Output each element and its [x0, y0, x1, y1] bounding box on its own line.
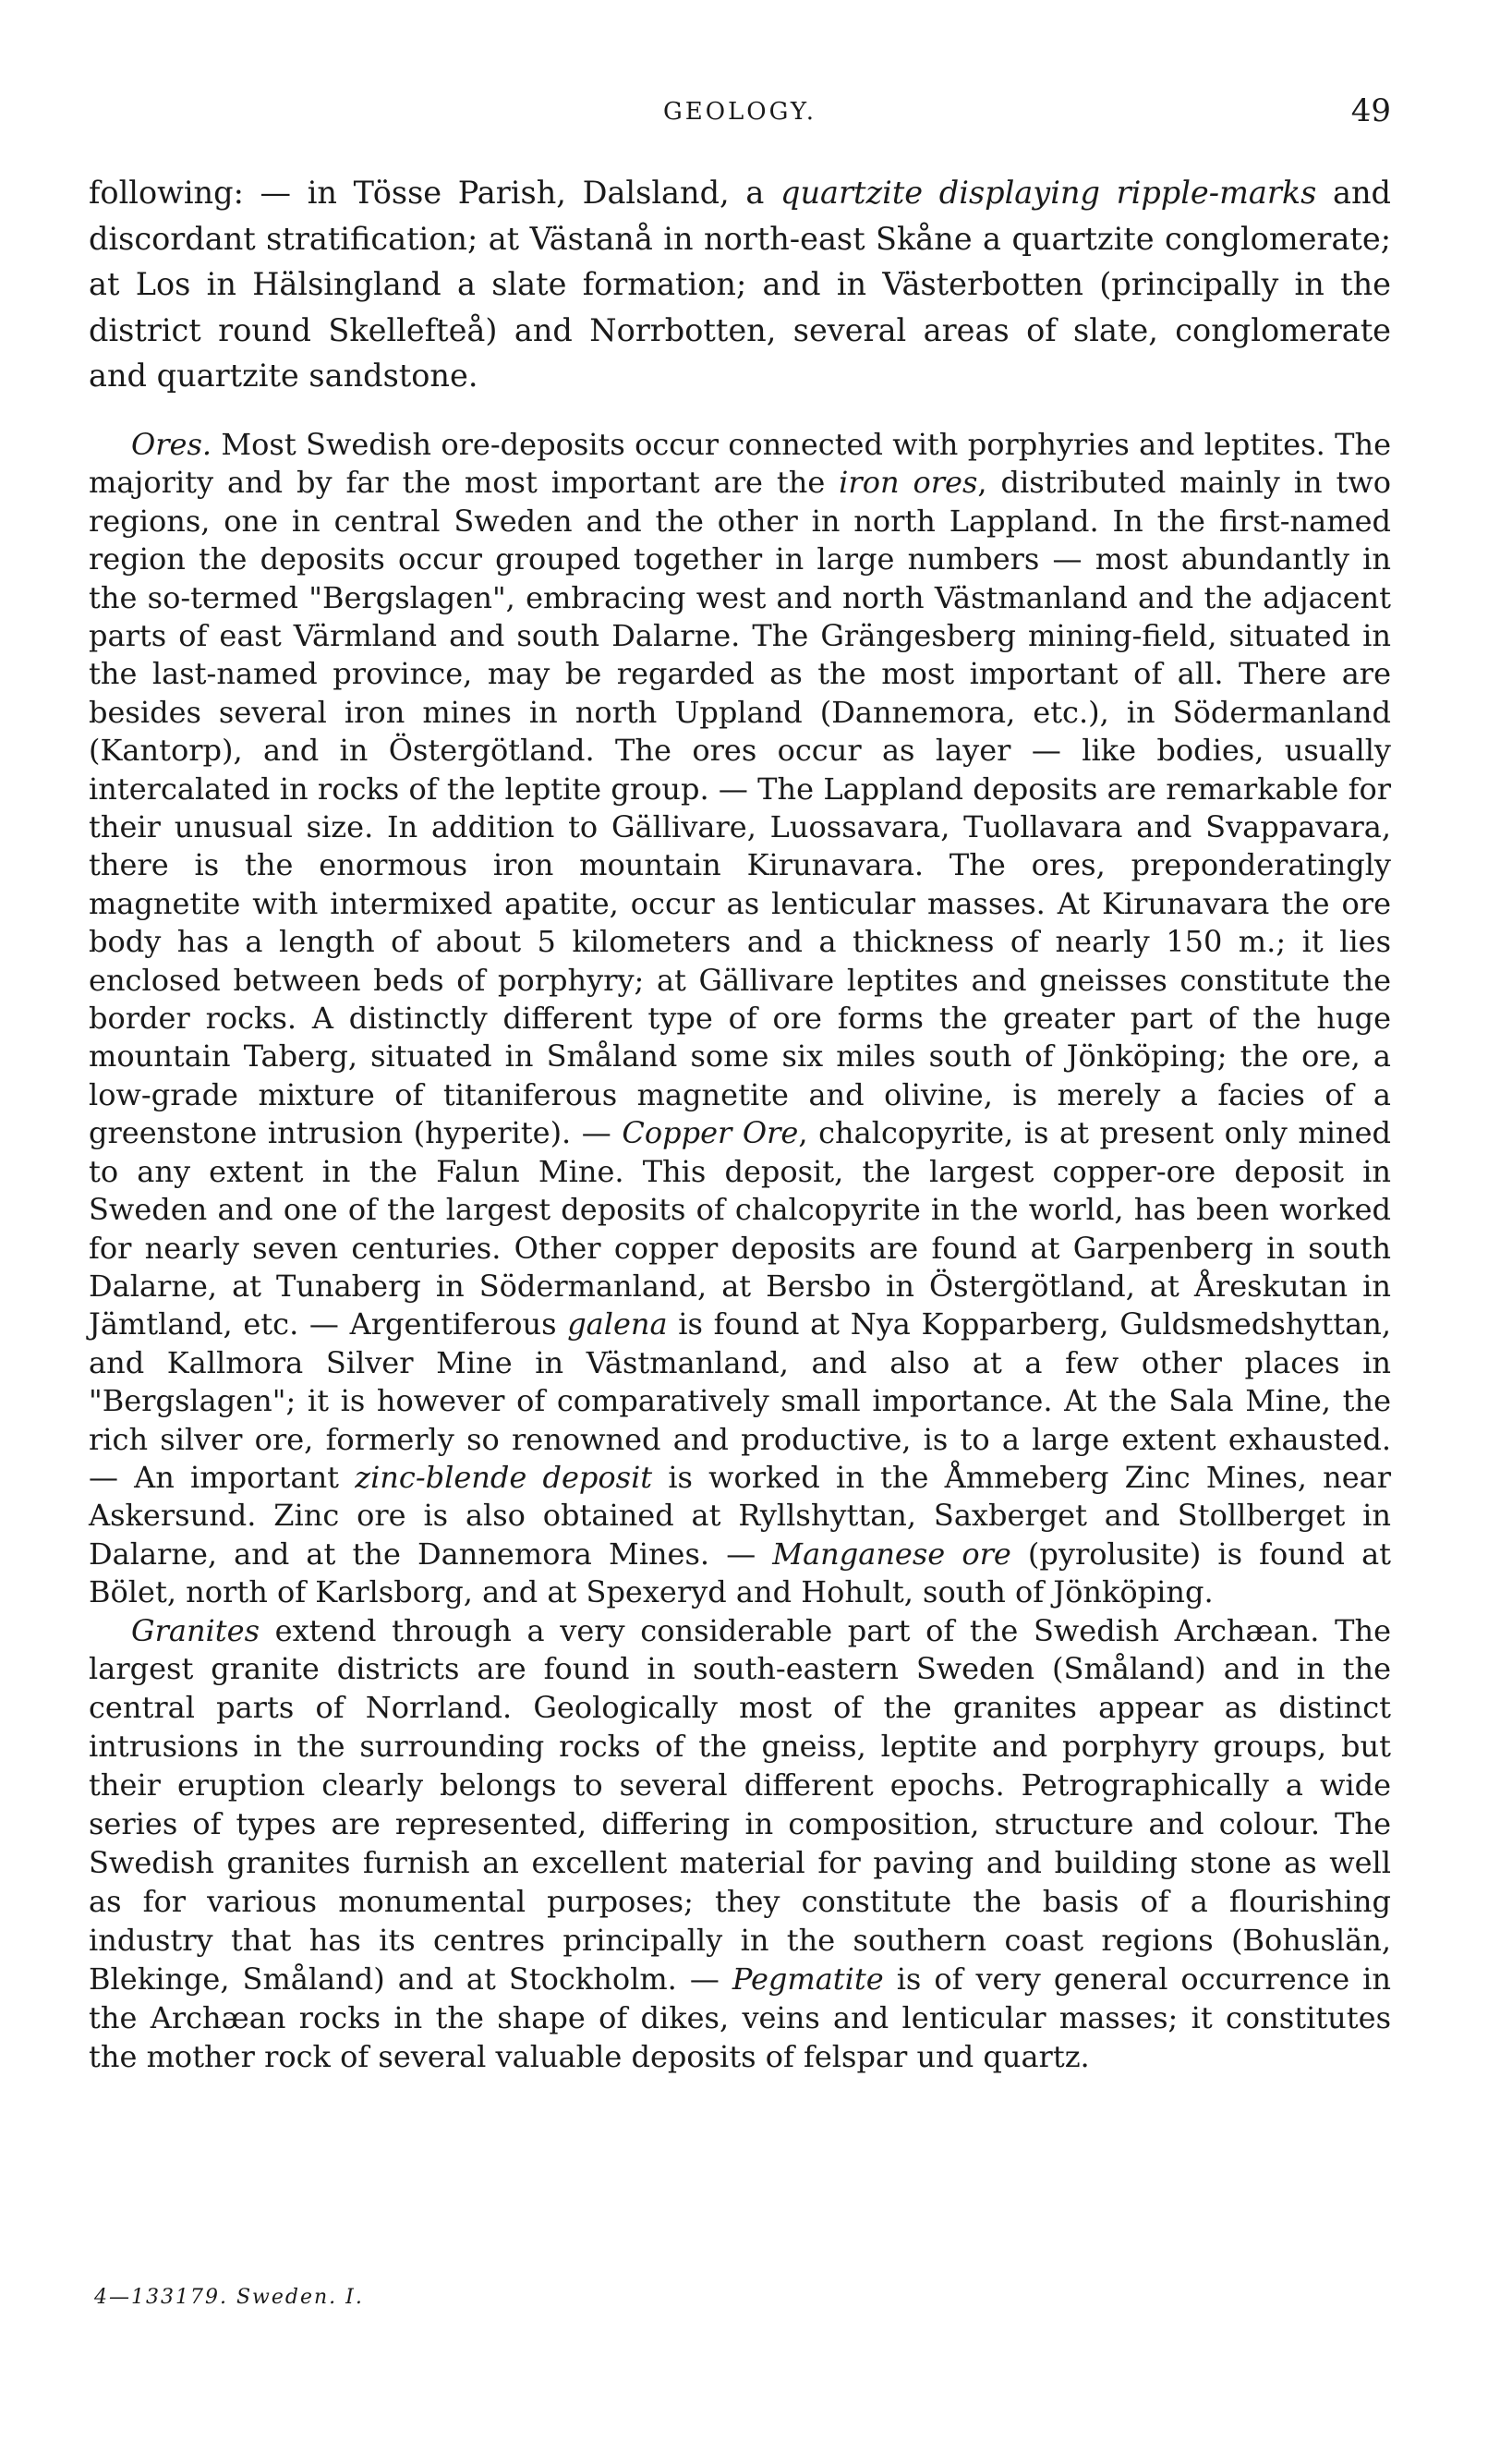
page-number: 49	[1350, 92, 1391, 129]
paragraph-granites	[89, 1612, 1391, 2077]
italic-term: Copper Ore	[622, 1115, 799, 1151]
running-title: GEOLOGY.	[662, 98, 817, 126]
italic-term: quartzite displaying ripple-marks	[780, 175, 1317, 211]
text-run: is worked in the Åmmeberg Zinc Mines, near Askersund. Zinc ore is also obtained at Ryllshyttan, Saxberget and Stollberget in Dalarne, and at the Dannemora Mines. —	[89, 1459, 1392, 1572]
text-run: , distributed mainly in two regions, one in central Sweden and the other in north Lappland. In the first-named region the deposits occur grouped together in large numbers — most abundantly in the so-termed "Bergslagen", embracing west and north Västmanland and the adjacent parts of east Värmland and south Dalarne. The Grängesberg mining-field, situated in the last-named province, may be regarded as the most important of all. There are besides several iron mines in north Uppland (Dannemora, etc.), in Södermanland (Kantorp), and in Östergötland. The ores occur as layer — like bodies, usually intercalated in rocks of the leptite group. — The Lappland deposits are remarkable for their unusual size. In addition to Gällivare, Luossavara, Tuollavara and Svappavara, there is the enormous iron mountain Kirunavara. The ores, preponderatingly magnetite with intermixed apatite, occur as lenticular masses. At Kirunavara the ore body has a length of about 5 kilometers and a thickness of nearly 150 m.; it lies enclosed between beds of porphyry; at Gällivare leptites and gneisses constitute the border rocks. A distinctly different type of ore forms the greater part of the huge mountain Taberg, situated in Småland some six miles south of Jönköping; the ore, a low-grade mixture of titaniferous magnetite and olivine, is merely a facies of a greenstone intrusion (hyperite). —	[89, 465, 1392, 1151]
text-run: Most Swedish ore-deposits occur connected with porphyries and leptites. The majority and by far the most important are the	[89, 426, 1391, 501]
text-run: , chalcopyrite, is at present only mined to any extent in the Falun Mine. This deposit, the largest copper-ore deposit in Sweden and one of the largest deposits of chalcopyrite in the world, has been worked for nearly seven centuries. Other copper deposits are found at Garpenberg in south Dalarne, at Tunaberg in Södermanland, at Bersbo in Östergötland, at Åreskutan in Jämtland, etc. — Argentiferous	[89, 1115, 1392, 1342]
text-run: is of very general occurrence in the Archæan rocks in the shape of dikes, veins and lenticular masses; it constitutes the mother rock of several valuable deposits of felspar und quartz.	[89, 1961, 1392, 2074]
text-run: (pyrolusite) is found at Bölet, north of Karlsborg, and at Spexeryd and Hohult, south of Jönköping.	[89, 1536, 1392, 1610]
italic-term: Pegmatite	[732, 1961, 884, 1997]
paragraph-ores	[89, 426, 1391, 1612]
text-run: extend through a very considerable part of the Swedish Archæan. The largest granite districts are found in south-eastern Sweden (Småland) and in the central parts of Norrland. Geologically most of the granites appear as distinct intrusions in the surrounding rocks of the gneiss, leptite and porphyry groups, but their eruption clearly belongs to several different epochs. Petrographically a wide series of types are represented, differing in composition, structure and colour. The Swedish granites furnish an excellent material for paving and building stone as well as for various monumental purposes; they constitute the basis of a flourishing industry that has its centres principally in the southern coast regions (Bohuslän, Blekinge, Småland) and at Stockholm. —	[89, 1612, 1391, 1997]
italic-term: Manganese ore	[772, 1536, 1011, 1572]
italic-term: zinc-blende deposit	[355, 1459, 653, 1495]
running-header	[89, 92, 1391, 133]
italic-term: iron ores	[839, 465, 978, 501]
signature-mark: 4—133179. Sweden. I.	[94, 2286, 364, 2309]
section-heading-granites: Granites	[131, 1612, 260, 1648]
italic-term: galena	[567, 1306, 668, 1342]
body-text	[89, 170, 1391, 2076]
text-run: is found at Nya Kopparberg, Guldsmedshyttan, and Kallmora Silver Mine in Västmanland, and also at a few other places in "Bergslagen"; it is however of comparatively small importance. At the Sala Mine, the rich silver ore, formerly so renowned and productive, is to a large extent exhausted. — An important	[89, 1306, 1392, 1495]
text-run: following: — in Tösse Parish, Dalsland, a	[89, 175, 780, 211]
paragraph-continuation	[89, 170, 1391, 399]
section-heading-ores: Ores.	[131, 426, 212, 462]
text-run: and discordant stratification; at Västanå in north-east Skåne a quartzite conglomerate; at Los in Hälsingland a slate formation; and in Västerbotten (principally in the district round Skellefteå) and Norrbotten, several areas of slate, conglomerate and quartzite sandstone.	[89, 175, 1391, 395]
